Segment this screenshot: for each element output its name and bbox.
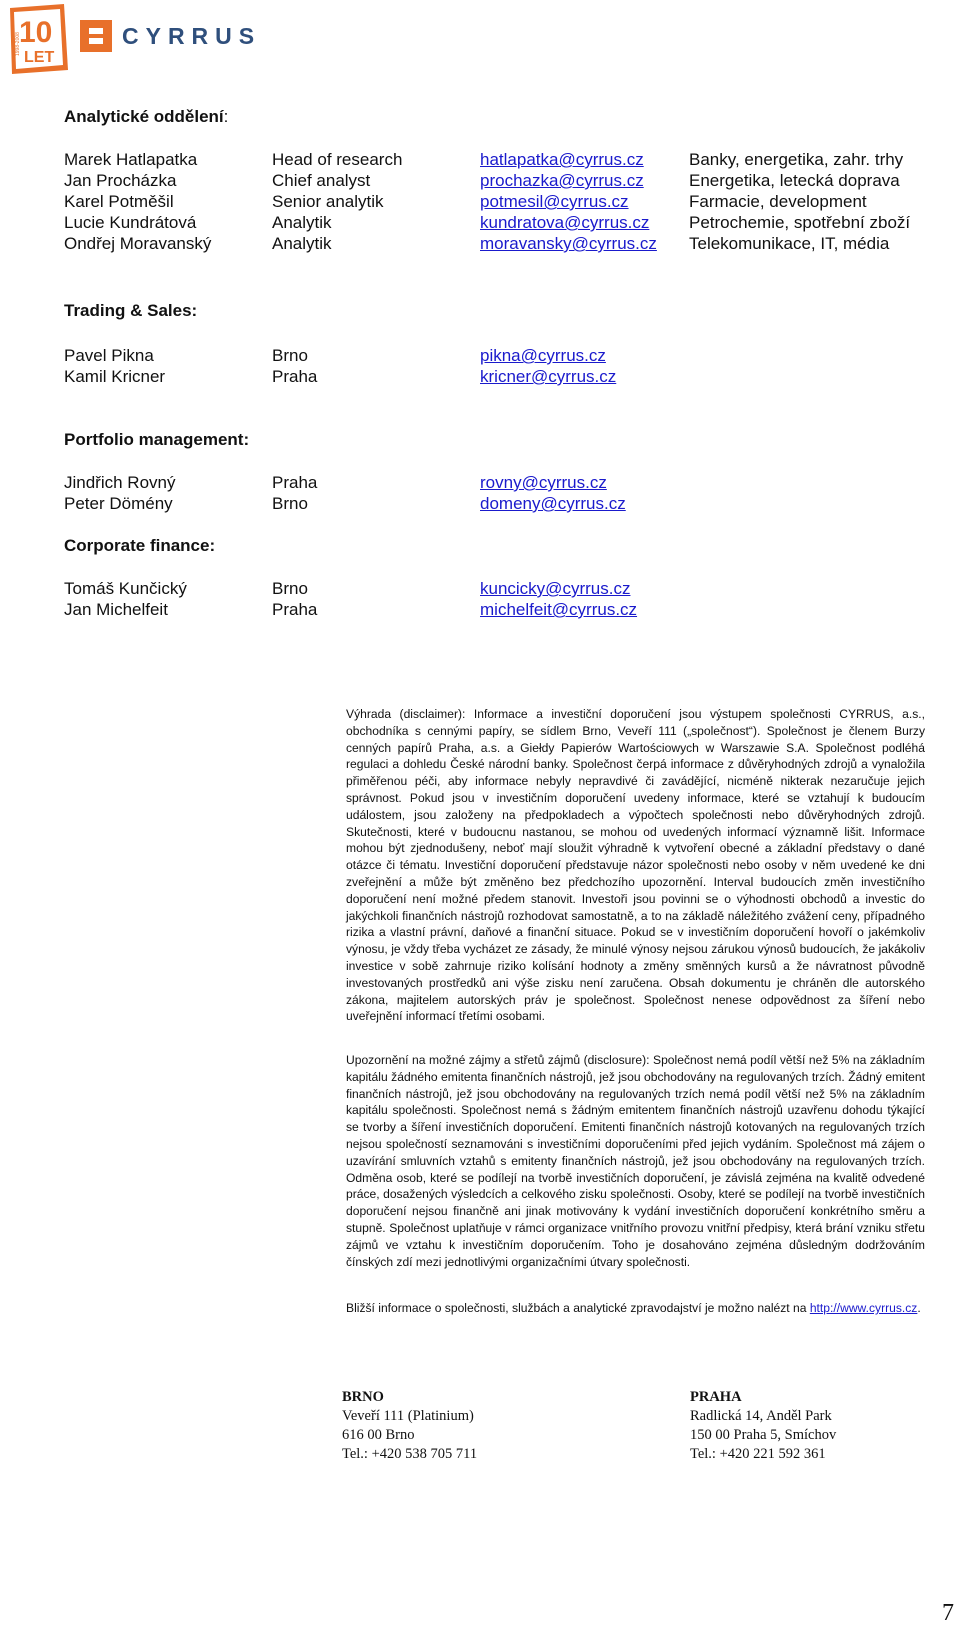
anniversary-badge-logo — [6, 4, 68, 74]
contact-city: Brno — [272, 346, 308, 365]
contact-email-link[interactable]: kuncicky@cyrrus.cz — [480, 579, 631, 598]
disclaimer-paragraph: Výhrada (disclaimer): Informace a investiční doporučení jsou výstupem společnosti CYRRUS, a.s., obchodníka s cennými papíry, se sídlem Brno, Veveří 111 („společnost“). Společnost je členem Burzy cenných papírů Praha, a.s. a Giełdy Papierów Wartościowych w Warszawie S.A. Společnost podléhá regulaci a dohledu České národní banky. Společnost čerpá informace z důvěryhodných zdrojů a vynaložila přiměřenou péči, aby informace nebyly nepravdivé či zavádějící, nicméně nikterak nezaručuje jejich správnost. Pokud jsou v investičním doporučení uvedeny informace, které se vztahují k budoucím událostem, jsou založeny na předpokladech a výpočtech společnosti nebo důvěryhodných zdrojů. Skutečnosti, které v budoucnu nastanou, se mohou od uvedených informací významně lišit. Informace mohou být zjednodušeny, neboť mají sloužit výhradně k vytvoření obecné a základní představy o dané otázce či tématu. Investiční doporučení představuje názor společnosti nebo osoby v něm uvedené ke dni zveřejnění a může být změněno bez předchozího upozornění. Interval budoucích změn investičního doporučení není možné předem stanovit. Investoři jsou povinni se o výhodnosti obchodů a investic do jakýchkoli finančních nástrojů rozhodovat samostatně, a to na základě náležitého zvážení ceny, případného rizika a vlastní právní, daňové a finanční situace. Pokud se v investičním doporučení hovoří o jakémkoliv výnosu, je vždy třeba vycházet ze zásady, že minulé výnosy nejsou zárukou výnosů budoucích, že jakákoliv investice v sobě zahrnuje riziko kolísání hodnoty a změny směnných kursů a že návratnost původně investovaných prostředků ani výše zisku není zaručena. Obsah dokumentu je chráněn dle autorského zákona, majitelem autorských práv je společnost. Společnost nenese odpovědnost za šíření nebo uveřejnění informací třetími osobami. — [346, 707, 925, 1024]
analyst-sector: Telekomunikace, IT, média — [689, 234, 890, 253]
more-info-end: . — [917, 1301, 921, 1315]
analyst-role: Analytik — [272, 213, 332, 232]
badge-word: LET — [24, 49, 55, 66]
contact-city: Brno — [272, 494, 308, 513]
analyst-row — [64, 233, 944, 255]
contact-name: Peter Dömény — [64, 494, 173, 513]
disclosure-block — [346, 1052, 925, 1270]
address-phone: Tel.: +420 221 592 361 — [690, 1446, 826, 1462]
contact-row — [64, 493, 944, 515]
analyst-email-link[interactable]: moravansky@cyrrus.cz — [480, 234, 657, 253]
address-brno — [342, 1388, 477, 1464]
website-link[interactable]: http://www.cyrrus.cz — [809, 1301, 918, 1315]
contact-email-link[interactable]: michelfeit@cyrrus.cz — [480, 600, 638, 619]
analyst-row — [64, 212, 944, 234]
analyst-sector: Energetika, letecká doprava — [689, 171, 900, 190]
cyrrus-mark-icon — [80, 20, 112, 52]
analyst-role: Senior analytik — [272, 192, 384, 211]
contact-name: Pavel Pikna — [64, 346, 154, 365]
section-title-corporate: Corporate finance: — [64, 536, 216, 555]
analyst-name: Jan Procházka — [64, 171, 177, 190]
analyst-name: Ondřej Moravanský — [64, 234, 212, 253]
contact-row — [64, 599, 944, 621]
more-info-block — [346, 1300, 925, 1317]
disclosure-paragraph: Upozornění na možné zájmy a střetů zájmů (disclosure): Společnost nemá podíl větší než 5% na základním kapitálu žádného emitenta finančních nástrojů, jež jsou obchodovány na regulovaných trzích. Žádný emitent finančních nástrojů, jež jsou obchodovány na regulovaných trzích nemá podíl větší než 5% na základním kapitálu společnosti. Společnost nemá s žádným emitentem finančních nástrojů uzavřenu dohodu týkající se tvorby a šíření investičních doporučení. Emitenti finančních nástrojů kotovaných na regulovaných trzích nejsou společností seznamováni s investičními doporučeními před jejich vydáním. Společnost má zájem o uzavírání smluvních vztahů s emitenty finančních nástrojů, jež jsou obchodovány na regulovaných trzích. Odměna osob, které se podílejí na tvorbě investičních doporučení, je závislá zejména na kvalitě odvedené práce, dosažených výsledcích a celkového zisku společnosti. Osoby, které se podílejí na tvorbě investičních doporučení nejsou finančně ani jinak motivovány k vydání investičních doporučení konkrétního směru a stupně. Společnost uplatňuje v rámci organizace vnitřního provozu vnitřní předpisy, která brání vzniku střetu zájmů ve vztahu k investičním doporučením. Toho je dosahováno zejména důsledným dodržováním čínských zdí mezi jednotlivými organizačními útvary společnosti. — [346, 1053, 925, 1269]
contact-city: Praha — [272, 367, 318, 386]
analyst-row — [64, 170, 944, 192]
analyst-row — [64, 191, 944, 213]
disclaimer-block — [346, 706, 925, 1025]
contact-row — [64, 345, 944, 367]
more-info-paragraph — [346, 1300, 925, 1317]
badge-number: 10 — [19, 16, 53, 49]
contact-email-link[interactable]: domeny@cyrrus.cz — [480, 494, 626, 513]
analyst-email-link[interactable]: potmesil@cyrrus.cz — [480, 192, 629, 211]
contact-email-link[interactable]: pikna@cyrrus.cz — [480, 346, 606, 365]
analyst-role: Analytik — [272, 234, 332, 253]
more-info-text: Bližší informace o společnosti, službách a analytické zpravodajství je možno nalézt na — [346, 1301, 810, 1315]
analyst-sector: Banky, energetika, zahr. trhy — [689, 150, 904, 169]
analyst-email-link[interactable]: prochazka@cyrrus.cz — [480, 171, 644, 190]
contact-email-link[interactable]: kricner@cyrrus.cz — [480, 367, 617, 386]
contact-row — [64, 578, 944, 600]
address-praha — [690, 1388, 836, 1464]
address-phone: Tel.: +420 538 705 711 — [342, 1446, 478, 1462]
analyst-role: Head of research — [272, 150, 403, 169]
contact-city: Praha — [272, 473, 318, 492]
contact-city: Brno — [272, 579, 308, 598]
address-city: BRNO — [342, 1389, 384, 1405]
contact-name: Tomáš Kunčický — [64, 579, 187, 598]
analyst-email-link[interactable]: kundratova@cyrrus.cz — [480, 213, 650, 232]
anniversary-badge-icon — [6, 4, 68, 74]
page-number: 7 — [942, 1600, 954, 1626]
analyst-sector: Petrochemie, spotřební zboží — [689, 213, 911, 232]
analyst-name: Lucie Kundrátová — [64, 213, 197, 232]
section-title-analytics: Analytické oddělení: — [64, 107, 229, 126]
address-line: Radlická 14, Anděl Park — [690, 1408, 832, 1424]
contact-row — [64, 366, 944, 388]
contact-name: Jan Michelfeit — [64, 600, 168, 619]
brand-name: CYRRUS — [122, 22, 262, 49]
cyrrus-logo — [80, 20, 261, 52]
contact-name: Jindřich Rovný — [64, 473, 176, 492]
section-title-trading: Trading & Sales: — [64, 301, 198, 320]
analyst-name: Marek Hatlapatka — [64, 150, 198, 169]
contact-name: Kamil Kricner — [64, 367, 166, 386]
contact-row — [64, 472, 944, 494]
address-line: 150 00 Praha 5, Smíchov — [690, 1427, 837, 1443]
analyst-name: Karel Potměšil — [64, 192, 174, 211]
section-title-portfolio: Portfolio management: — [64, 430, 250, 449]
analyst-email-link[interactable]: hatlapatka@cyrrus.cz — [480, 150, 644, 169]
contact-email-link[interactable]: rovny@cyrrus.cz — [480, 473, 607, 492]
address-line: 616 00 Brno — [342, 1427, 415, 1443]
contact-city: Praha — [272, 600, 318, 619]
address-line: Veveří 111 (Platinium) — [342, 1408, 474, 1424]
analyst-role: Chief analyst — [272, 171, 371, 190]
analyst-sector: Farmacie, development — [689, 192, 867, 211]
analyst-row — [64, 149, 944, 171]
badge-years: 1998-2008 — [15, 32, 21, 56]
address-city: PRAHA — [690, 1389, 742, 1405]
